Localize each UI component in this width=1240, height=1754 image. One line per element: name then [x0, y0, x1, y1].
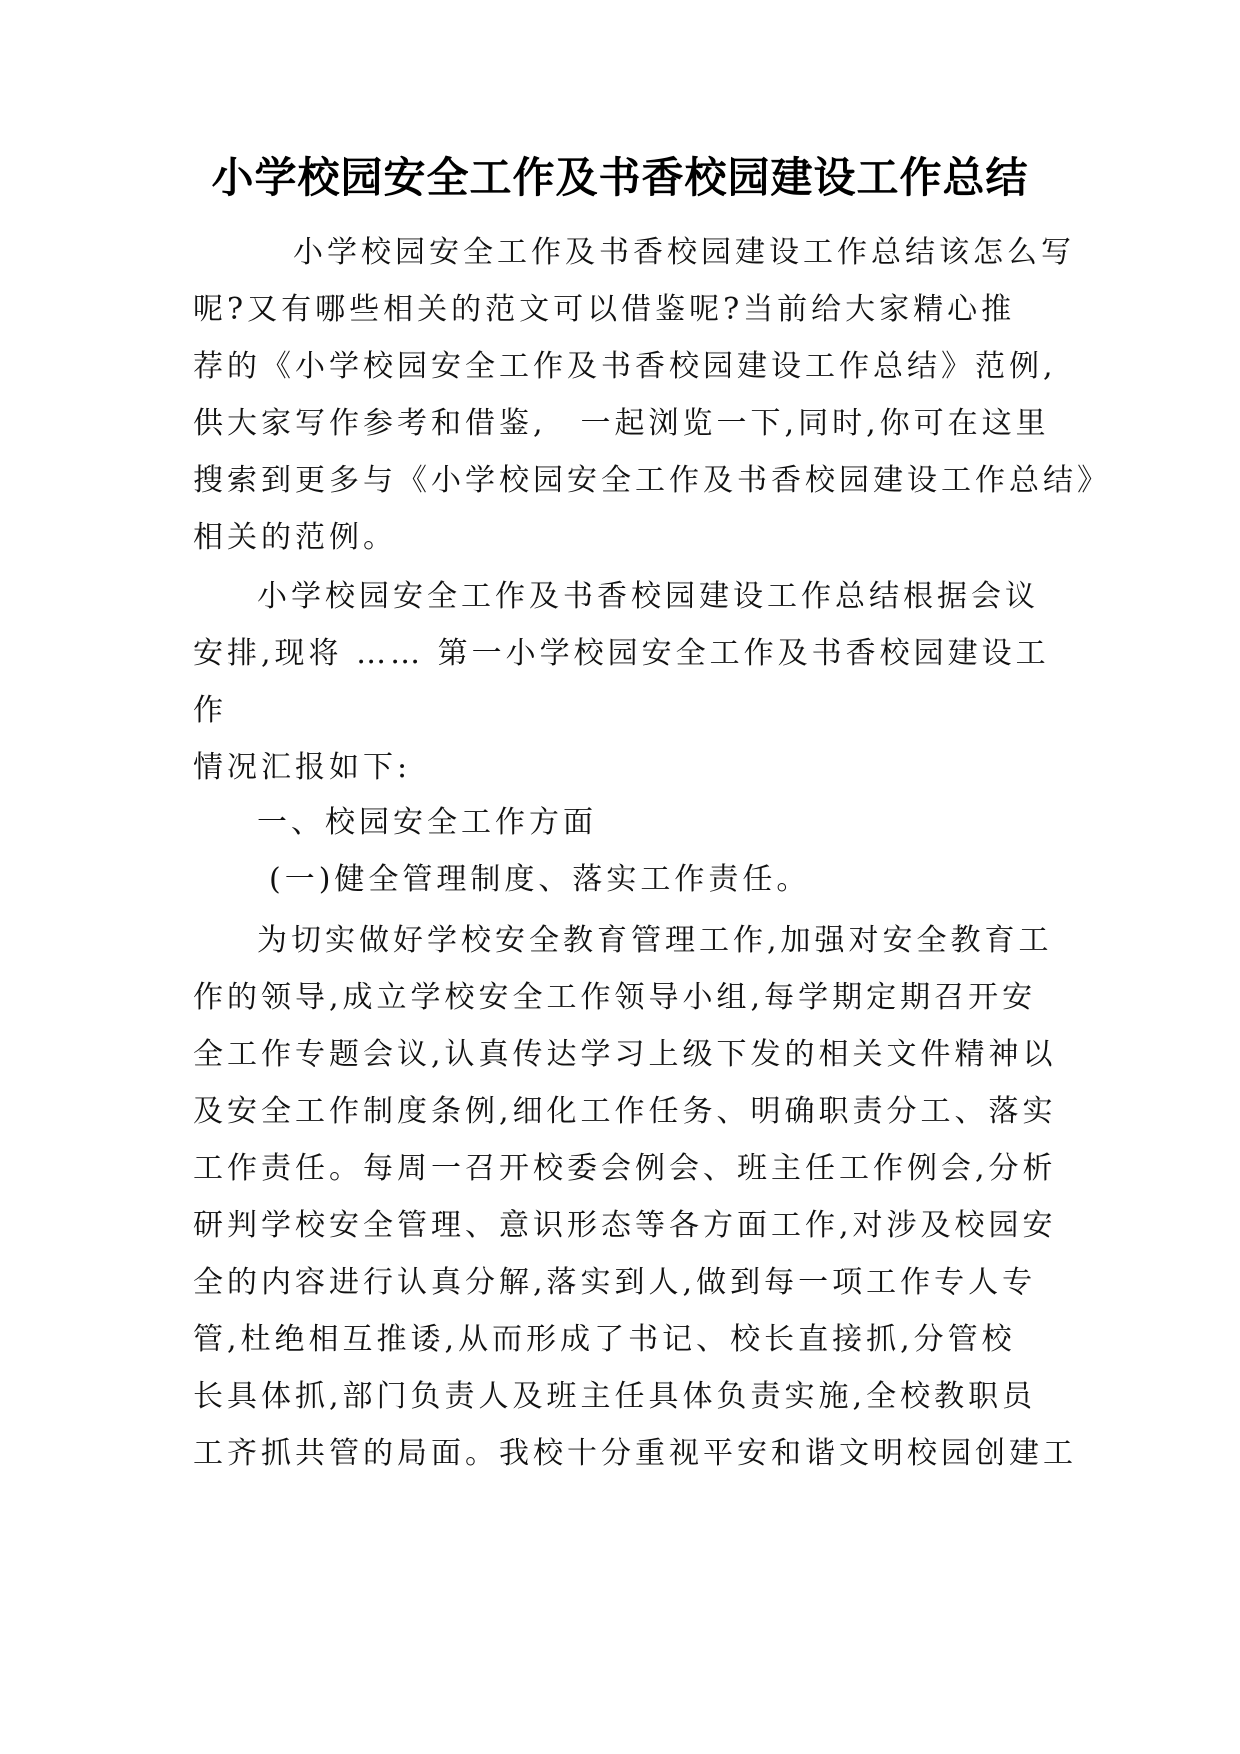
sub-heading-text: (一)健全管理制度、落实工作责任。 — [269, 862, 811, 897]
paragraph-line: 管,杜绝相互推诿,从而形成了书记、校长直接抓,分管校 — [193, 1322, 1016, 1357]
paragraph-line: 作的领导,成立学校安全工作领导小组,每学期定期召开安 — [193, 980, 1037, 1015]
paragraph-line: 研判学校安全管理、意识形态等各方面工作,对涉及校园安 — [193, 1208, 1057, 1243]
document-title: 小学校园安全工作及书香校园建设工作总结 — [211, 153, 1029, 202]
paragraph-line: 安排,现将 …… 第一小学校园安全工作及书香校园建设工 — [193, 636, 1050, 671]
paragraph-line: 小学校园安全工作及书香校园建设工作总结根据会议 — [257, 579, 1039, 614]
paragraph-line: 及安全工作制度条例,细化工作任务、明确职责分工、落实 — [193, 1094, 1057, 1129]
intro-line: 搜索到更多与《小学校园安全工作及书香校园建设工作总结》 — [193, 463, 1111, 498]
paragraph-line: 作 — [193, 693, 227, 728]
section-heading-text: 一、校园安全工作方面 — [257, 805, 597, 840]
paragraph-line: 情况汇报如下: — [193, 750, 412, 785]
section-heading — [193, 794, 1053, 851]
intro-line: 相关的范例。 — [193, 520, 397, 555]
body-paragraph-2 — [193, 568, 1053, 796]
sub-heading — [193, 851, 1053, 908]
paragraph-line: 全工作专题会议,认真传达学习上级下发的相关文件精神以 — [193, 1037, 1057, 1072]
intro-paragraph — [193, 224, 1111, 566]
paragraph-line: 全的内容进行认真分解,落实到人,做到每一项工作专人专 — [193, 1265, 1037, 1300]
body-paragraph-3 — [193, 912, 1077, 1482]
intro-line: 小学校园安全工作及书香校园建设工作总结该怎么写 — [293, 235, 1075, 270]
paragraph-line: 为切实做好学校安全教育管理工作,加强对安全教育工 — [257, 923, 1053, 958]
paragraph-line: 工齐抓共管的局面。我校十分重视平安和谐文明校园创建工 — [193, 1436, 1077, 1471]
paragraph-line: 长具体抓,部门负责人及班主任具体负责实施,全校教职员 — [193, 1379, 1037, 1414]
intro-line: 呢?又有哪些相关的范文可以借鉴呢?当前给大家精心推 — [193, 292, 1016, 327]
intro-line: 供大家写作参考和借鉴, 一起浏览一下,同时,你可在这里 — [193, 406, 1050, 441]
intro-line: 荐的《小学校园安全工作及书香校园建设工作总结》范例, — [193, 349, 1057, 384]
paragraph-line: 工作责任。每周一召开校委会例会、班主任工作例会,分析 — [193, 1151, 1057, 1186]
